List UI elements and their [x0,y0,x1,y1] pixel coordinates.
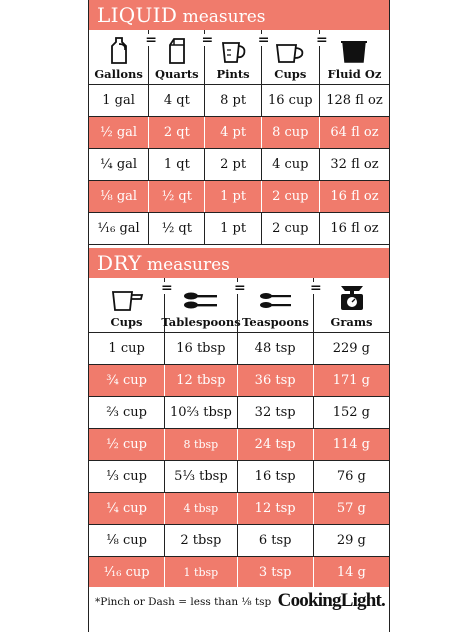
table-cell: 10⅔ tbsp [164,397,236,428]
liquid-title-rest: measures [182,7,266,27]
table-cell: ¹⁄₁₆ cup [103,564,150,580]
header-cups [89,278,164,332]
table-cell: 57 g [313,493,389,524]
table-cell: 16 fl oz [319,181,389,212]
header-quarts [145,30,204,84]
equals-sign: = [257,32,270,48]
table-row [89,85,389,117]
header-pints [201,30,260,84]
table-cell: 229 g [313,333,389,364]
table-cell: 4 tbsp [164,493,236,524]
table-cell: ¼ cup [106,501,147,516]
table-cell: ½ cup [106,437,147,452]
table-cell: ⅛ gal [100,189,138,204]
tablespoon-icon [181,290,221,312]
table-cell: ⅔ cup [106,405,147,420]
table-cell: 8 cup [261,117,319,148]
table-row [89,461,389,493]
measures-card [88,0,390,632]
table-row [89,429,389,461]
table-cell: 2 tbsp [164,525,236,556]
dry-section-title [89,248,389,278]
table-cell: 2 qt [148,117,204,148]
table-row [89,525,389,557]
liquid-header-row [89,30,389,85]
table-cell: 12 tsp [237,493,313,524]
table-row [89,493,389,525]
kitchen-scale-icon [337,282,367,312]
table-cell: ⅓ cup [106,469,147,484]
header-cups-label: Cups [274,67,307,81]
table-row [89,333,389,365]
table-cell: 2 cup [261,181,319,212]
table-cell: 32 tsp [237,397,313,428]
table-cell: 64 fl oz [319,117,389,148]
table-cell: 2 cup [261,213,319,244]
fluid-oz-beaker-icon [339,38,369,64]
table-cell: 12 tbsp [164,365,236,396]
table-cell: ¼ gal [100,157,138,172]
header-fluid-oz [315,30,389,84]
table-cell: 3 tsp [237,557,313,587]
table-cell: 1 pt [204,181,260,212]
table-cell: 6 tsp [237,525,313,556]
header-grams [310,278,389,332]
table-cell: 128 fl oz [319,85,389,116]
table-cell: ¾ cup [106,373,147,388]
equals-sign: = [161,280,173,296]
table-cell: 14 g [313,557,389,587]
equals-sign: = [201,32,214,48]
table-cell: 1 tbsp [164,557,236,587]
table-cell: 16 tbsp [164,333,236,364]
table-cell: 48 tsp [237,333,313,364]
table-row [89,365,389,397]
table-cell: 1 gal [102,93,135,108]
table-cell: 4 qt [148,85,204,116]
table-cell: 16 cup [261,85,319,116]
table-row [89,213,389,245]
header-cups [257,30,319,84]
header-teaspoons-label: Teaspoons [242,315,309,329]
table-cell: ½ gal [100,125,138,140]
table-cell: 152 g [313,397,389,428]
footnote: *Pinch or Dash = less than ⅛ tsp [95,596,272,608]
table-cell: 1 cup [108,341,145,356]
header-teaspoons [234,278,313,332]
table-row [89,181,389,213]
header-gallons [89,30,148,84]
table-row [89,149,389,181]
table-cell: 2 pt [204,149,260,180]
header-fluid-oz-label: Fluid Oz [327,67,382,81]
table-cell: ¹⁄₁₆ gal [97,221,140,236]
header-grams-label: Grams [330,315,373,329]
table-cell: 32 fl oz [319,149,389,180]
header-pints-label: Pints [216,67,250,81]
table-cell: 5⅓ tbsp [164,461,236,492]
table-cell: 36 tsp [237,365,313,396]
table-cell: 171 g [313,365,389,396]
teaspoon-icon [256,290,296,312]
liquid-section-title [89,0,389,30]
gallon-jug-icon [108,36,130,64]
table-cell: 16 tsp [237,461,313,492]
quart-carton-icon [166,36,188,64]
table-row [89,557,389,587]
table-cell: ½ qt [148,213,204,244]
table-cell: ½ qt [148,181,204,212]
dry-header-row [89,278,389,333]
equals-sign: = [145,32,157,48]
table-cell: 8 pt [204,85,260,116]
table-row [89,397,389,429]
cup-measuring-cup-icon [274,40,306,64]
equals-sign: = [234,280,246,296]
table-cell: 76 g [313,461,389,492]
dry-title-rest: measures [147,255,230,275]
header-cups-label: Cups [110,315,143,329]
table-cell: 24 tsp [237,429,313,460]
header-tablespoons-label: Tablespoons [161,315,241,329]
pint-measuring-cup-icon [219,38,247,64]
equals-sign: = [315,32,328,48]
table-cell: ⅛ cup [106,533,147,548]
table-cell: 4 pt [204,117,260,148]
header-tablespoons [161,278,241,332]
measuring-cup-icon [110,286,144,312]
header-quarts-label: Quarts [154,67,199,81]
table-cell: 4 cup [261,149,319,180]
table-row [89,117,389,149]
table-cell: 1 qt [148,149,204,180]
dry-title-word: DRY [97,251,142,275]
cooking-light-logo: CookingLight. [277,590,385,611]
table-cell: 114 g [313,429,389,460]
equals-sign: = [310,280,322,296]
table-cell: 8 tbsp [164,429,236,460]
table-cell: 29 g [313,525,389,556]
table-cell: 16 fl oz [319,213,389,244]
liquid-title-word: LIQUID [97,3,178,27]
header-gallons-label: Gallons [94,67,143,81]
table-cell: 1 pt [204,213,260,244]
